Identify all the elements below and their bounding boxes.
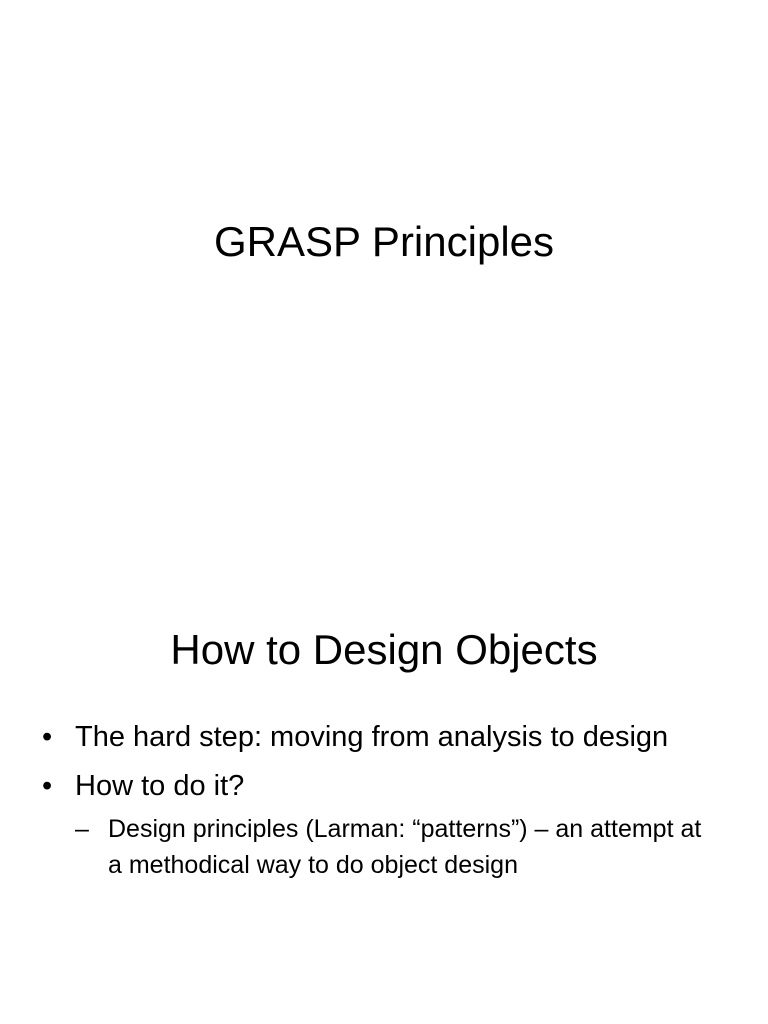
sub-bullet-text: Design principles (Larman: “patterns”) – an attempt at a methodical way to do object design <box>108 815 702 879</box>
bullet-dot-icon: • <box>42 721 53 753</box>
sub-bullet-list <box>75 811 722 883</box>
bullet-dot-icon: • <box>42 770 53 802</box>
slide-title: GRASP Principles <box>213 218 555 265</box>
bullet-item <box>42 717 722 758</box>
dash-icon: – <box>75 815 89 843</box>
bullet-item <box>42 766 722 883</box>
slide-title: How to Design Objects <box>170 626 598 673</box>
slide-how-to-design-objects <box>0 512 768 1024</box>
sub-bullet-item <box>75 811 722 883</box>
bullet-text: How to do it? <box>75 770 245 802</box>
bullet-text: The hard step: moving from analysis to design <box>75 721 669 753</box>
bullet-list <box>42 717 722 891</box>
